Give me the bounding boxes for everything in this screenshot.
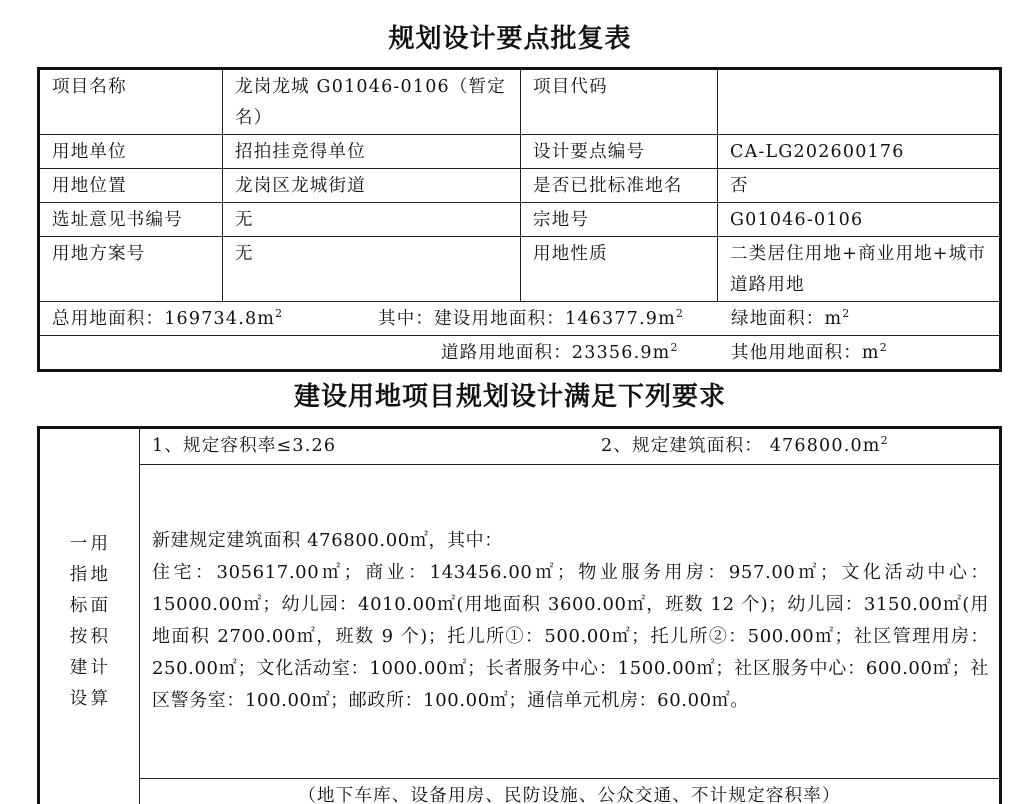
side-label-char: 面 [90, 596, 110, 616]
land-use-value: 二类居住用地+商业用地+城市道路用地 [718, 237, 1001, 302]
side-label-char: 建 [69, 658, 89, 678]
project-code-label: 项目代码 [521, 69, 718, 135]
side-label-char: 地 [90, 565, 110, 585]
table-row [39, 336, 1001, 371]
side-label [39, 428, 140, 804]
land-unit-label: 用地单位 [39, 135, 223, 169]
side-label-col2 [91, 529, 110, 715]
table-row [39, 465, 1001, 779]
side-label-char: 积 [90, 627, 110, 647]
requirements-table [37, 426, 1002, 804]
side-label-char: 指 [69, 565, 89, 585]
project-code-value [718, 69, 1001, 135]
location-value: 龙岗区龙城街道 [223, 169, 521, 203]
total-area: 总用地面积：$169734.8m^2$ [52, 307, 284, 329]
gfa-requirement: 2、规定建筑面积： $476800.0m^2$ [601, 434, 889, 456]
plan-no-value: 无 [223, 237, 521, 302]
parcel-no-label: 宗地号 [521, 203, 718, 237]
construction-area: 其中：建设用地面积：$146377.9m^2$ [378, 307, 685, 329]
table-row [39, 169, 1001, 203]
site-opinion-value: 无 [223, 203, 521, 237]
project-name-value: 龙岗龙城 G01046-0106（暂定名） [223, 69, 521, 135]
project-name-label: 项目名称 [39, 69, 223, 135]
table-row [39, 428, 1001, 465]
green-area: 绿地面积：$m^2$ [731, 307, 851, 329]
page-title: 规划设计要点批复表 [388, 24, 632, 54]
road-area: 道路用地面积：$23356.9m^2$ [441, 341, 679, 363]
gfa-detail-cell [140, 465, 1001, 779]
exclusion-note: （地下车库、设备用房、民防设施、公众交通、不计规定容积率） [140, 778, 1001, 804]
approved-name-value: 否 [718, 169, 1001, 203]
site-opinion-label: 选址意见书编号 [39, 203, 223, 237]
other-area: 其他用地面积：$m^2$ [731, 341, 888, 363]
location-label: 用地位置 [39, 169, 223, 203]
side-label-char: 计 [90, 658, 110, 678]
table-row [39, 69, 1001, 135]
side-label-char: 算 [90, 689, 110, 709]
far-requirement: 1、规定容积率≤3.26 [152, 436, 337, 456]
design-no-value: CA-LG202600176 [718, 135, 1001, 169]
design-no-label: 设计要点编号 [521, 135, 718, 169]
side-label-char: 标 [69, 596, 89, 616]
plan-no-label: 用地方案号 [39, 237, 223, 302]
table-row [39, 778, 1001, 804]
indicator-row [140, 428, 1001, 465]
section-title: 建设用地项目规划设计满足下列要求 [293, 382, 726, 412]
gfa-detail-body: 住宅：305617.00㎡；商业：143456.00㎡；物业服务用房：957.00㎡；文化活动中心：15000.00㎡；幼儿园：4010.00㎡(用地面积 3600.00㎡，班数 12 个)；幼儿园：3150.00㎡(用地面积 2700.00㎡，班数 9 个)；托儿所①：500.00㎡；托儿所②：500.00㎡；社区管理用房：250.00㎡；文化活动室：1000.00㎡；长者服务中心：1500.00㎡；社区服务中心：600.00㎡；社区警务室：100.00㎡；邮政所：100.00㎡；通信单元机房：60.00㎡。 [152, 562, 989, 712]
table-row [39, 203, 1001, 237]
area-summary-row [39, 302, 1001, 336]
approved-name-label: 是否已批标准地名 [521, 169, 718, 203]
land-unit-value: 招拍挂竞得单位 [223, 135, 521, 169]
side-label-char: 按 [69, 627, 89, 647]
area-detail-row [39, 336, 1001, 371]
land-use-label: 用地性质 [521, 237, 718, 302]
table-row [39, 302, 1001, 336]
side-label-char: 设 [69, 689, 89, 709]
project-info-table [37, 67, 1002, 372]
side-label-col1 [70, 529, 89, 715]
gfa-detail-intro: 新建规定建筑面积 476800.00㎡，其中： [152, 530, 503, 552]
parcel-no-value: G01046-0106 [718, 203, 1001, 237]
side-label-char: 用 [90, 534, 110, 554]
side-label-char: 一 [69, 534, 89, 554]
table-row [39, 135, 1001, 169]
table-row [39, 237, 1001, 302]
